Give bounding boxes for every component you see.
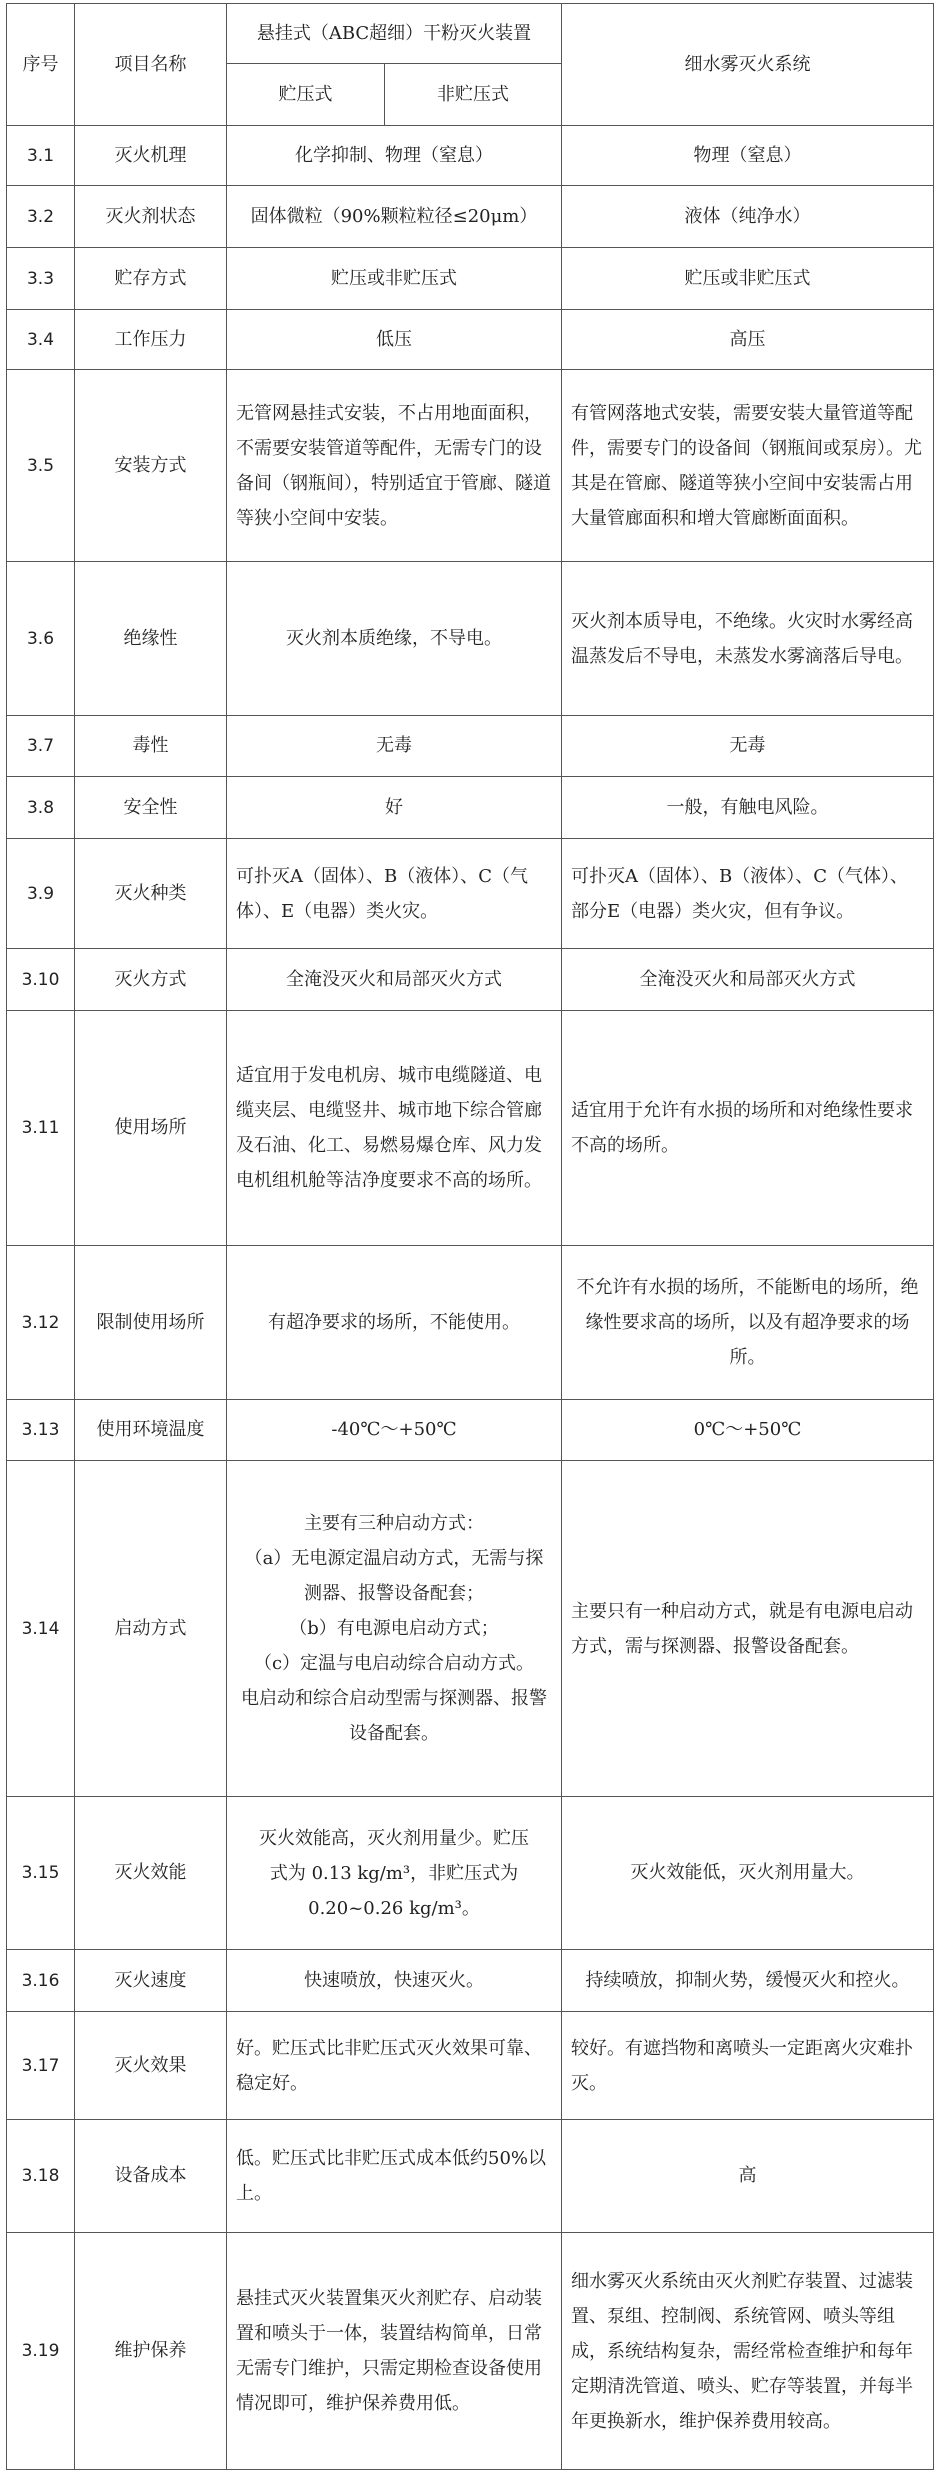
row-dry-powder-value: 可扑灭A（固体）、B（液体）、C（气体）、E（电器）类火灾。 [227,839,562,949]
header-water-mist: 细水雾灭火系统 [562,4,934,126]
row-dry-powder-value: 化学抑制、物理（窒息） [227,126,562,186]
row-number: 3.9 [7,839,75,949]
row-item-name: 启动方式 [75,1461,227,1797]
row-water-mist-value: 可扑灭A（固体）、B（液体）、C（气体）、部分E（电器）类火灾，但有争议。 [562,839,934,949]
table-row [7,1400,934,1461]
row-number: 3.16 [7,1950,75,2012]
row-dry-powder-value: 无管网悬挂式安装，不占用地面面积，不需要安装管道等配件，无需专门的设备间（钢瓶间），特别适宜于管廊、隧道等狭小空间中安装。 [227,370,562,562]
row-dry-powder-value: 固体微粒（90%颗粒粒径≤20μm） [227,186,562,248]
header-item-name: 项目名称 [75,4,227,126]
startup-line: （b）有电源电启动方式； [289,1618,499,1639]
row-number: 3.1 [7,126,75,186]
table-row [7,949,934,1011]
row-water-mist-value: 灭火效能低，灭火剂用量大。 [562,1797,934,1950]
efficiency-line: 0.20~0.26 kg/m³。 [308,1897,480,1919]
table-row [7,1797,934,1950]
row-dry-powder-value: 贮压或非贮压式 [227,248,562,310]
row-water-mist-value: 物理（窒息） [562,126,934,186]
row-number: 3.2 [7,186,75,248]
row-water-mist-value: 灭火剂本质导电，不绝缘。火灾时水雾经高温蒸发后不导电，未蒸发水雾滴落后导电。 [562,562,934,716]
table-row [7,2120,934,2233]
header-seq: 序号 [7,4,75,126]
row-item-name: 灭火种类 [75,839,227,949]
row-water-mist-value: 全淹没灭火和局部灭火方式 [562,949,934,1011]
row-dry-powder-value [227,1461,562,1797]
row-number: 3.4 [7,310,75,370]
row-number: 3.7 [7,716,75,777]
row-item-name: 灭火机理 [75,126,227,186]
header-non-stored-pressure: 非贮压式 [385,64,562,126]
row-dry-powder-value: 低压 [227,310,562,370]
row-item-name: 灭火速度 [75,1950,227,2012]
row-water-mist-value: 无毒 [562,716,934,777]
row-item-name: 限制使用场所 [75,1246,227,1400]
startup-line: （a）无电源定温启动方式，无需与探测器、报警设备配套； [244,1548,544,1604]
row-number: 3.17 [7,2012,75,2120]
row-dry-powder-value: 有超净要求的场所，不能使用。 [227,1246,562,1400]
row-dry-powder-value: 全淹没灭火和局部灭火方式 [227,949,562,1011]
row-number: 3.3 [7,248,75,310]
row-dry-powder-value: 好 [227,777,562,839]
row-water-mist-value: 持续喷放，抑制火势，缓慢灭火和控火。 [562,1950,934,2012]
row-item-name: 使用环境温度 [75,1400,227,1461]
row-number: 3.11 [7,1011,75,1246]
row-water-mist-value: 不允许有水损的场所，不能断电的场所，绝缘性要求高的场所，以及有超净要求的场所。 [562,1246,934,1400]
row-water-mist-value: 一般，有触电风险。 [562,777,934,839]
row-item-name: 绝缘性 [75,562,227,716]
comparison-table [6,3,934,2470]
row-water-mist-value: 较好。有遮挡物和离喷头一定距离火灾难扑灭。 [562,2012,934,2120]
row-water-mist-value: 细水雾灭火系统由灭火剂贮存装置、过滤装置、泵组、控制阀、系统管网、喷头等组成，系统结构复杂，需经常检查维护和每年定期清洗管道、喷头、贮存等装置，并每半年更换新水，维护保养费用较高。 [562,2233,934,2470]
table-row [7,562,934,716]
table-row [7,126,934,186]
row-water-mist-value: 0℃～+50℃ [562,1400,934,1461]
table-row [7,370,934,562]
header-row-1 [7,4,934,64]
table-row [7,1950,934,2012]
row-water-mist-value: 有管网落地式安装，需要安装大量管道等配件，需要专门的设备间（钢瓶间或泵房）。尤其是在管廊、隧道等狭小空间中安装需占用大量管廊面积和增大管廊断面面积。 [562,370,934,562]
row-item-name: 安全性 [75,777,227,839]
row-item-name: 毒性 [75,716,227,777]
row-number: 3.5 [7,370,75,562]
row-item-name: 灭火剂状态 [75,186,227,248]
row-number: 3.19 [7,2233,75,2470]
row-item-name: 安装方式 [75,370,227,562]
row-dry-powder-value: 灭火剂本质绝缘，不导电。 [227,562,562,716]
header-stored-pressure: 贮压式 [227,64,385,126]
table-row [7,310,934,370]
table-row [7,777,934,839]
efficiency-line: 式为 0.13 kg/m³，非贮压式为 [269,1862,519,1884]
row-dry-powder-value: -40℃～+50℃ [227,1400,562,1461]
row-water-mist-value: 适宜用于允许有水损的场所和对绝缘性要求不高的场所。 [562,1011,934,1246]
row-dry-powder-value: 快速喷放，快速灭火。 [227,1950,562,2012]
table-row [7,186,934,248]
table-row [7,839,934,949]
row-number: 3.6 [7,562,75,716]
row-item-name: 工作压力 [75,310,227,370]
row-dry-powder-value: 低。贮压式比非贮压式成本低约50%以上。 [227,2120,562,2233]
row-item-name: 灭火效能 [75,1797,227,1950]
efficiency-line: 灭火效能高，灭火剂用量少。贮压 [259,1827,529,1849]
row-water-mist-value: 高压 [562,310,934,370]
header-dry-powder: 悬挂式（ABC超细）干粉灭火装置 [227,4,562,64]
row-dry-powder-value: 无毒 [227,716,562,777]
table-row [7,1246,934,1400]
row-water-mist-value: 高 [562,2120,934,2233]
row-number: 3.14 [7,1461,75,1797]
row-item-name: 灭火方式 [75,949,227,1011]
row-item-name: 使用场所 [75,1011,227,1246]
table-row [7,1011,934,1246]
row-item-name: 灭火效果 [75,2012,227,2120]
startup-line: 电启动和综合启动型需与探测器、报警设备配套。 [241,1688,547,1744]
table-row [7,716,934,777]
row-number: 3.12 [7,1246,75,1400]
row-water-mist-value: 贮压或非贮压式 [562,248,934,310]
row-number: 3.13 [7,1400,75,1461]
row-item-name: 维护保养 [75,2233,227,2470]
row-dry-powder-value: 悬挂式灭火装置集灭火剂贮存、启动装置和喷头于一体，装置结构简单，日常无需专门维护，只需定期检查设备使用情况即可，维护保养费用低。 [227,2233,562,2470]
row-number: 3.8 [7,777,75,839]
table-row [7,2233,934,2470]
row-number: 3.15 [7,1797,75,1950]
table-row [7,1461,934,1797]
row-dry-powder-value: 适宜用于发电机房、城市电缆隧道、电缆夹层、电缆竖井、城市地下综合管廊及石油、化工、易燃易爆仓库、风力发电机组机舱等洁净度要求不高的场所。 [227,1011,562,1246]
row-number: 3.10 [7,949,75,1011]
table-row [7,248,934,310]
table-row [7,2012,934,2120]
row-item-name: 设备成本 [75,2120,227,2233]
row-number: 3.18 [7,2120,75,2233]
row-water-mist-value: 液体（纯净水） [562,186,934,248]
row-dry-powder-value [227,1797,562,1950]
startup-line: （c）定温与电启动综合启动方式。 [253,1653,535,1674]
row-water-mist-value: 主要只有一种启动方式，就是有电源电启动方式，需与探测器、报警设备配套。 [562,1461,934,1797]
startup-line: 主要有三种启动方式： [304,1513,484,1534]
row-item-name: 贮存方式 [75,248,227,310]
row-dry-powder-value: 好。贮压式比非贮压式灭火效果可靠、稳定好。 [227,2012,562,2120]
